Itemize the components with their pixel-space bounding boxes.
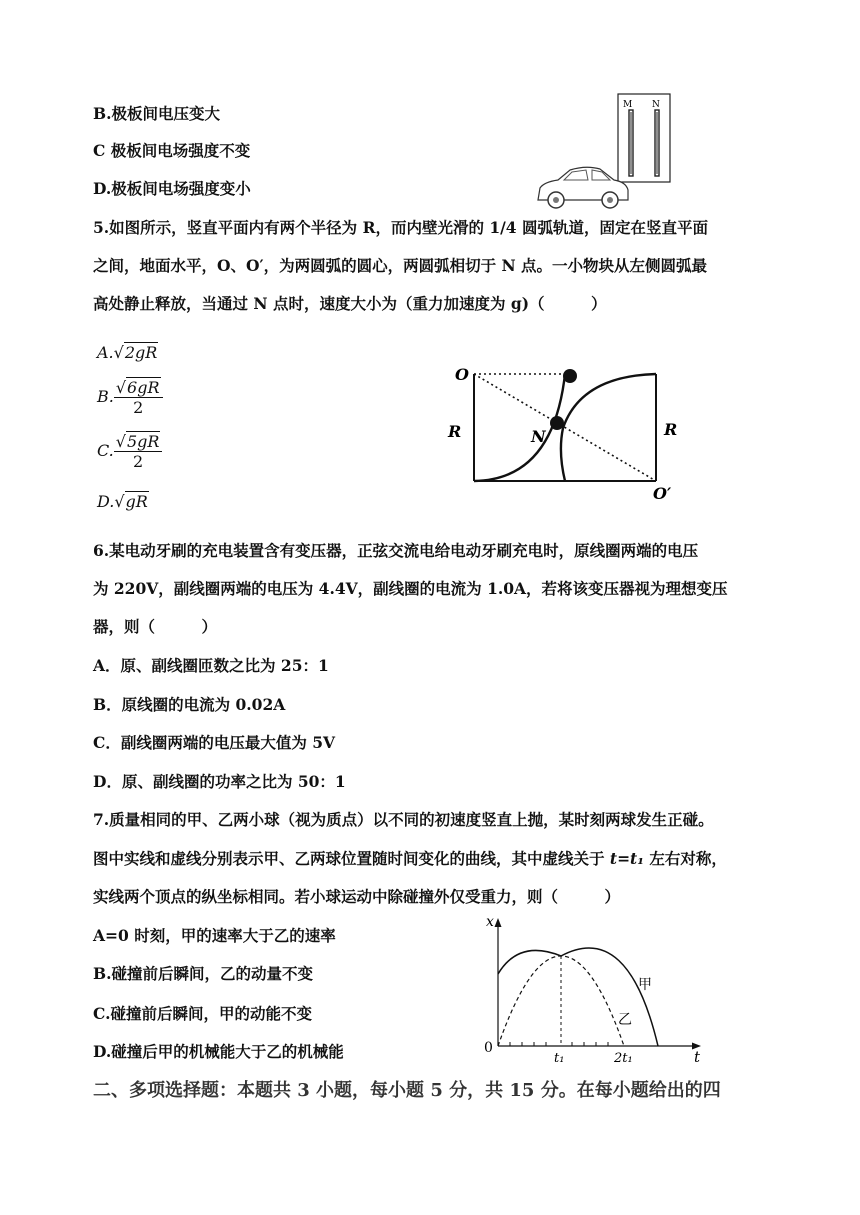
label-r-right: R [664, 420, 678, 439]
label-r-left: R [448, 422, 462, 441]
q5-option-d: D.√gR [97, 492, 148, 511]
q5-option-c: C. $\frac{√5gR}{2}$ [97, 432, 162, 471]
q5-stem-line2: 之间，地面水平，O、O′，为两圆弧的圆心，两圆弧相切于 N 点。一小物块从左侧圆弧最 [93, 256, 708, 275]
section-2-heading: 二、多项选择题：本题共 3 小题，每小题 5 分，共 15 分。在每小题给出的四 [93, 1080, 721, 1101]
q4-option-c: C 极板间电场强度不变 [93, 141, 251, 160]
q5-option-a: A.√2gR [97, 343, 158, 362]
q7-stem-line1: 7.质量相同的甲、乙两小球（视为质点）以不同的初速度竖直上抛，某时刻两球发生正碰。 [93, 810, 714, 829]
q4-option-b: B.极板间电压变大 [93, 104, 220, 123]
q6-stem-line1: 6.某电动牙刷的充电装置含有变压器，正弦交流电给电动牙刷充电时，原线圈两端的电压 [93, 541, 699, 560]
label-o: O [455, 365, 469, 384]
jia-label: 甲 [638, 977, 652, 993]
q5-stem-line1: 5.如图所示，竖直平面内有两个半径为 R，而内壁光滑的 1/4 圆弧轨道，固定在竖直平面 [93, 218, 708, 237]
origin-label: 0 [484, 1040, 493, 1056]
axis-x-label: x [486, 914, 494, 930]
label-o-prime: O′ [653, 484, 672, 503]
q7-option-c: C.碰撞前后瞬间，甲的动能不变 [93, 1004, 312, 1023]
label-n: N [531, 427, 546, 446]
axis-t-label: t [694, 1048, 701, 1066]
t1-label: t₁ [554, 1051, 565, 1066]
q7-option-d: D.碰撞后甲的机械能大于乙的机械能 [93, 1042, 344, 1061]
yi-label: 乙 [618, 1012, 632, 1028]
plate-n-label: N [652, 100, 660, 110]
q7-xt-graph [480, 912, 710, 1066]
q6-stem-line2: 为 220V，副线圈两端的电压为 4.4V，副线圈的电流为 1.0A，若将该变压器视为理想变压 [93, 579, 728, 598]
q7-option-a: A=0 时刻，甲的速率大于乙的速率 [93, 926, 336, 945]
q6-option-d: D．原、副线圈的功率之比为 50：1 [93, 772, 346, 791]
q7-option-b: B.碰撞前后瞬间，乙的动量不变 [93, 964, 313, 983]
q6-option-b: B．原线圈的电流为 0.02A [93, 695, 286, 714]
plate-m-label: M [623, 100, 633, 110]
car-capacitor-figure [530, 92, 680, 212]
q7-stem-line3: 实线两个顶点的纵坐标相同。若小球运动中除碰撞外仅受重力，则（ ） [93, 887, 621, 906]
2t1-label: 2t₁ [614, 1051, 633, 1066]
q6-stem-line3: 器，则（ ） [93, 617, 218, 636]
q5-option-b: B. $\frac{√6gR}{2}$ [97, 378, 163, 417]
q6-option-a: A．原、副线圈匝数之比为 25：1 [93, 656, 329, 675]
q5-stem-line3: 高处静止释放，当通过 N 点时，速度大小为（重力加速度为 g)（ ） [93, 294, 607, 313]
q5-arcs-figure [445, 360, 695, 505]
q4-option-d: D.极板间电场强度变小 [93, 179, 251, 198]
q6-option-c: C．副线圈两端的电压最大值为 5V [93, 733, 336, 752]
q7-stem-line2: 图中实线和虚线分别表示甲、乙两球位置随时间变化的曲线，其中虚线关于 t=t₁ 左右对称， [93, 849, 727, 868]
